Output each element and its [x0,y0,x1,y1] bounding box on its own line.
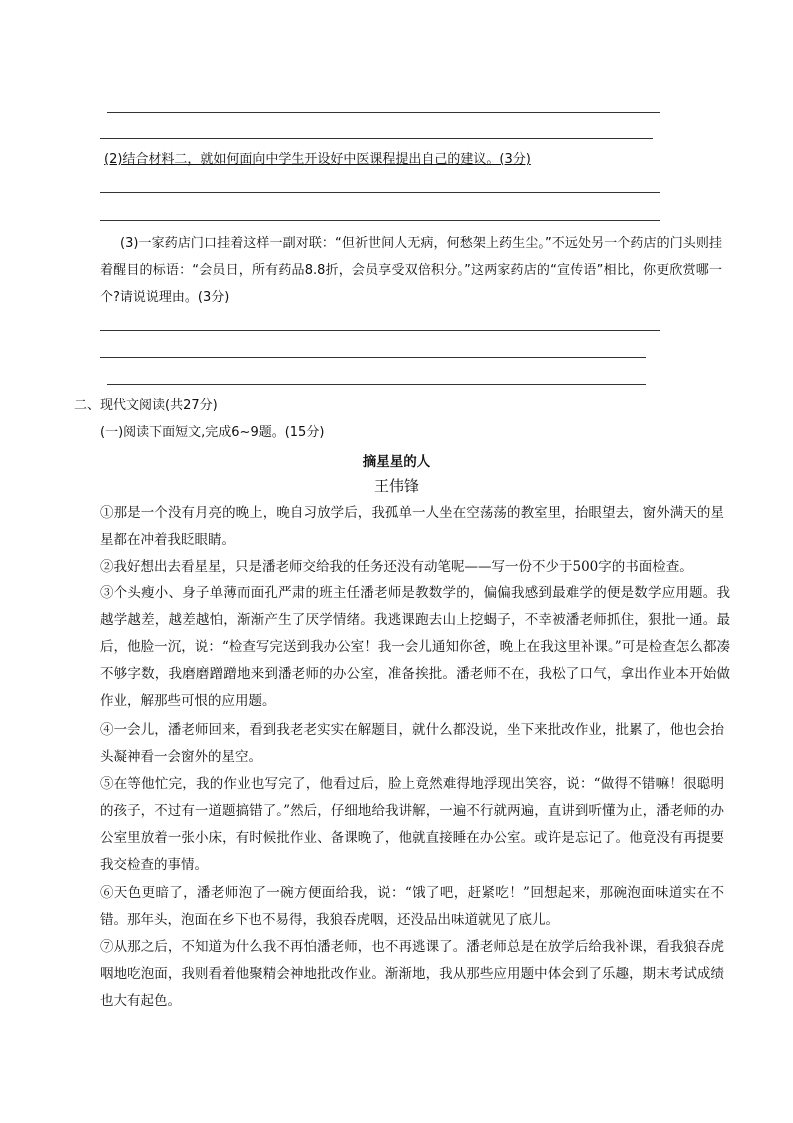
article-paragraph-4: ④一会儿，潘老师回来，看到我老老实实在解题目，就什么都没说，坐下来批改作业，批累了，他也会抬头凝神看一会窗外的星空。 [100,722,724,765]
answer-line [100,357,646,358]
question-3: (3)一家药店门口挂着这样一副对联：“但祈世间人无病，何愁架上药生尘。”不远处另一个药店的门头则挂着醒目的标语：“会员日，所有药品8.8折，会员享受双倍积分。”这两家药店的“宣传语”相比，你更欣赏哪一个?请说说理由。(3分) [100,236,722,305]
answer-line [100,330,660,331]
answer-line [100,138,653,139]
answer-line [107,384,646,385]
answer-line [100,192,660,193]
article-author: 王伟锋 [373,477,419,495]
article-title: 摘星星的人 [362,454,431,470]
article-paragraph-1: ①那是一个没有月亮的晚上，晚自习放学后，我孤单一人坐在空荡荡的教室里，抬眼望去，窗外满天的星星都在冲着我眨眼睛。 [100,505,724,548]
article-paragraph-7: ⑦从那之后，不知道为什么我不再怕潘老师，也不再逃课了。潘老师总是在放学后给我补课，看我狼吞虎咽地吃泡面，我则看着他聚精会神地批改作业。渐渐地，我从那些应用题中体会到了乐趣，期末考试成绩也大有起色。 [100,939,724,1009]
article-paragraph-5: ⑤在等他忙完，我的作业也写完了，他看过后，脸上竟然难得地浮现出笑容，说：“做得不错嘛！很聪明的孩子，不过有一道题搞错了。”然后，仔细地给我讲解，一遍不行就两遍，直讲到听懂为止，潘老师的办公室里放着一张小床，有时候批作业、备课晚了，他就直接睡在办公室。或许是忘记了。他竟没有再提要我交检查的事情。 [100,776,724,873]
article-paragraph-2: ②我好想出去看星星，只是潘老师交给我的任务还没有动笔呢——写一份不少于500字的书面检查。 [100,559,693,575]
section-heading: 二、现代文阅读(共27分) [74,398,218,413]
answer-line [100,220,660,221]
sub-heading: (一)阅读下面短文,完成6~9题。(15分) [100,425,325,440]
article-paragraph-6: ⑥天色更暗了，潘老师泡了一碗方便面给我，说：“饿了吧，赶紧吃！”回想起来，那碗泡面味道实在不错。那年头，泡面在乡下也不易得，我狼吞虎咽，还没品出味道就见了底儿。 [100,885,724,928]
answer-line [107,112,660,113]
question-2: (2)结合材料二，就如何面向中学生开设好中医课程提出自己的建议。(3分) [104,152,531,167]
article-paragraph-3: ③个头瘦小、身子单薄而面孔严肃的班主任潘老师是教数学的，偏偏我感到最难学的便是数学应用题。我越学越差，越差越怕，渐渐产生了厌学情绪。我逃课跑去山上挖蝎子，不幸被潘老师抓住，狠批一通。最后，他脸一沉，说：“检查写完送到我办公室！我一会儿通知你爸，晚上在我这里补课。”可是检查怎么都凑不够字数，我磨磨蹭蹭地来到潘老师的办公室，准备挨批。潘老师不在，我松了口气，拿出作业本开始做作业，解那些可恨的应用题。 [100,585,730,709]
